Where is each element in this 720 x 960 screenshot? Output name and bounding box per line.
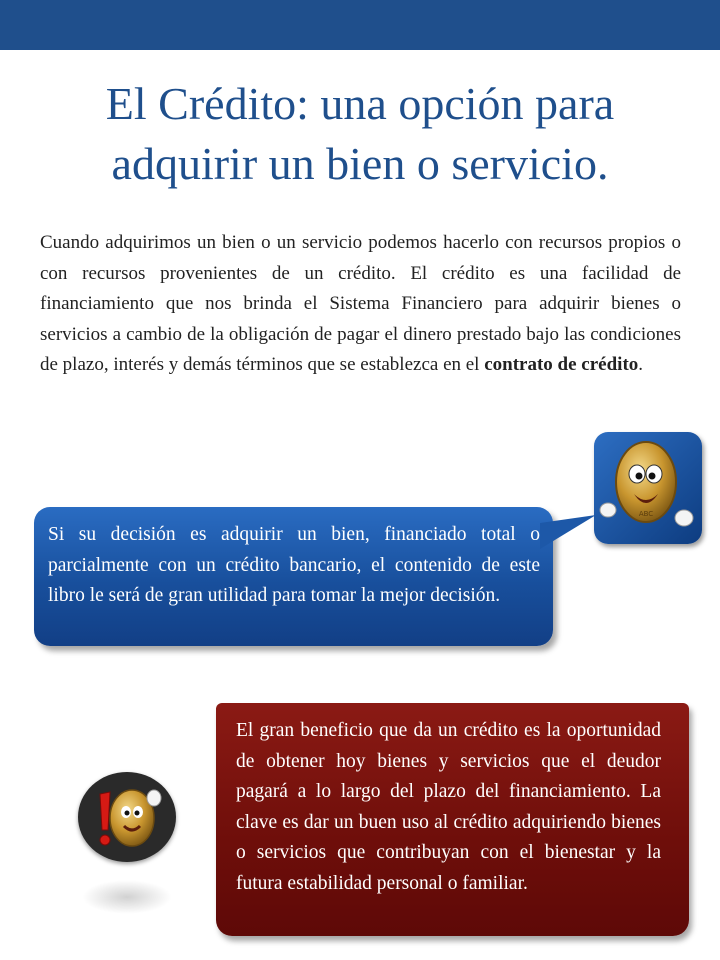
callout-blue-tail [540, 515, 600, 565]
coin-exclamation-graphic [78, 772, 176, 862]
page-title-line-2: adquirir un bien o servicio. [111, 138, 609, 189]
mascot-shadow [82, 880, 172, 914]
page-title-line-1: El Crédito: una opción para [105, 78, 615, 129]
intro-end: . [638, 354, 644, 375]
coin-mascot-exclamation-icon [78, 772, 176, 862]
coin-mascot-icon [594, 432, 702, 544]
intro-text: Cuando adquirimos un bien o un servicio podemos hacerlo con recursos propios o con recursos provenientes de un crédito. El crédito es una facilidad de financiamiento que nos brinda el Sistema Financiero para adquirir bienes o servicios a cambio de la obligación de pagar el dinero prestado bajo las condiciones de plazo, interés y demás términos que se establezca en el [40, 232, 681, 375]
coin-mascot-graphic [594, 432, 702, 544]
page-title [40, 74, 680, 194]
top-header-bar [0, 0, 720, 50]
intro-bold-term: contrato de crédito [484, 354, 639, 375]
info-callout-blue-text: Si su decisión es adquirir un bien, financiado total o parcialmente con un crédito bancario, el contenido de este libro le será de gran utilidad para tomar la mejor decisión. [48, 524, 540, 606]
coin-badge-text: ABC [638, 510, 654, 518]
info-callout-red-text: El gran beneficio que da un crédito es la oportunidad de obtener hoy bienes y servicios que el deudor pagará a lo largo del plazo del financiamiento. La clave es dar un buen uso al crédito adquiriendo bienes o servicios que contribuyan con el bienestar y la futura estabilidad personal o familiar. [236, 720, 661, 894]
intro-paragraph [40, 228, 681, 381]
